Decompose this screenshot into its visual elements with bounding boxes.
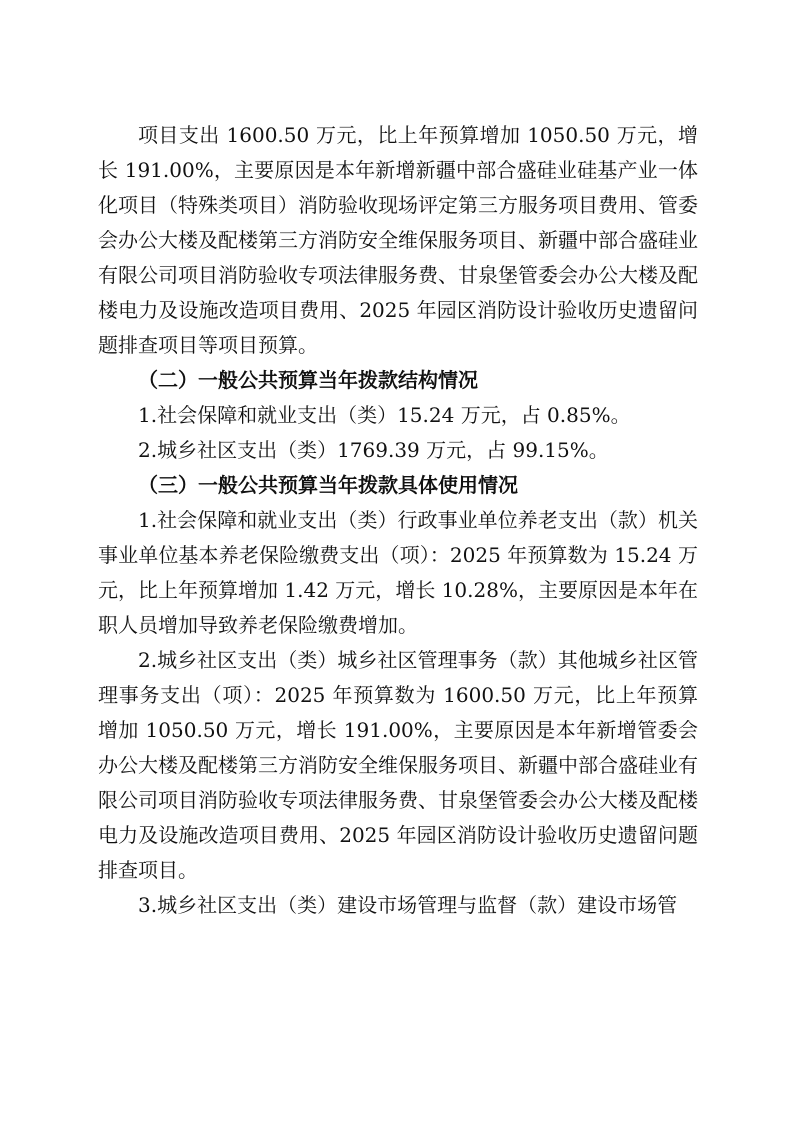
paragraph-social-security: 1.社会保障和就业支出（类）15.24 万元，占 0.85%。 bbox=[138, 403, 631, 427]
section-heading-appropriation-usage: （三）一般公共预算当年拨款具体使用情况 bbox=[138, 473, 518, 497]
document-body bbox=[98, 118, 698, 923]
section-heading-appropriation-structure: （二）一般公共预算当年拨款结构情况 bbox=[138, 368, 478, 392]
paragraph-project-expenditure: 项目支出 1600.50 万元，比上年预算增加 1050.50 万元，增长 191.00%，主要原因是本年新增新疆中部合盛硅业硅基产业一体化项目（特殊类项目）消防验收现场评定第三方服务项目费用、管委会办公大楼及配楼第三方消防安全维保服务项目、新疆中部合盛硅业有限公司项目消防验收专项法律服务费、甘泉堡管委会办公大楼及配楼电力及设施改造项目费用、2025 年园区消防设计验收历史遗留问题排查项目等项目预算。 bbox=[98, 123, 698, 357]
paragraph-pension-contribution: 1.社会保障和就业支出（类）行政事业单位养老支出（款）机关事业单位基本养老保险缴费支出（项）：2025 年预算数为 15.24 万元，比上年预算增加 1.42 万元，增长 10.28%，主要原因是本年在职人员增加导致养老保险缴费增加。 bbox=[98, 508, 698, 637]
paragraph-construction-market: 3.城乡社区支出（类）建设市场管理与监督（款）建设市场管 bbox=[138, 893, 678, 917]
paragraph-community-management: 2.城乡社区支出（类）城乡社区管理事务（款）其他城乡社区管理事务支出（项）：2025 年预算数为 1600.50 万元，比上年预算增加 1050.50 万元，增长 191.00%，主要原因是本年新增管委会办公大楼及配楼第三方消防安全维保服务项目、新疆中部合盛硅业有限公司项目消防验收专项法律服务费、甘泉堡管委会办公大楼及配楼电力及设施改造项目费用、2025 年园区消防设计验收历史遗留问题排查项目。 bbox=[98, 648, 698, 882]
paragraph-urban-rural: 2.城乡社区支出（类）1769.39 万元，占 99.15%。 bbox=[138, 438, 609, 462]
